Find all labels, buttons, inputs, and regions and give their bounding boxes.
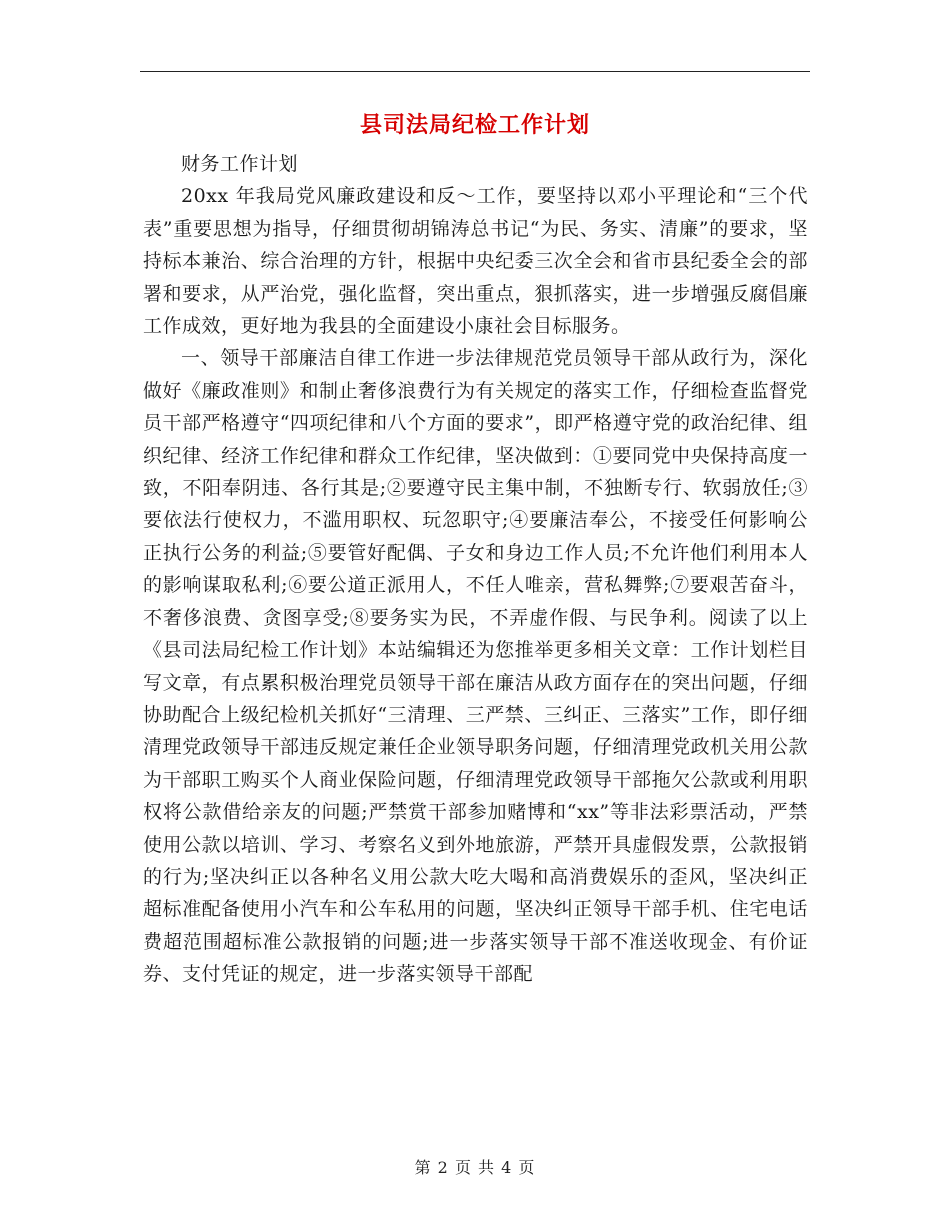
paragraph-intro: 20xx 年我局党风廉政建设和反～工作，要坚持以邓小平理论和“三个代表”重要思想为指导，仔细贯彻胡锦涛总书记“为民、务实、清廉”的要求，坚持标本兼治、综合治理的方针，根据中央纪委三次全会和省市县纪委全会的部署和要求，从严治党，强化监督，突出重点，狠抓落实，进一步增强反腐倡廉工作成效，更好地为我县的全面建设小康社会目标服务。 [143,185,808,338]
page-number-footer: 第 2 页 共 4 页 [414,1158,536,1177]
paragraph-subtitle: 财务工作计划 [181,153,299,175]
document-body [143,148,808,991]
header-rule [140,71,810,72]
paragraph-section-one: 一、领导干部廉洁自律工作进一步法律规范党员领导干部从政行为，深化做好《廉政准则》和制止奢侈浪费行为有关规定的落实工作，仔细检查监督党员干部严格遵守“四项纪律和八个方面的要求”，即严格遵守党的政治纪律、组织纪律、经济工作纪律和群众工作纪律，坚决做到：①要同党中央保持高度一致，不阳奉阴违、各行其是;②要遵守民主集中制，不独断专行、软弱放任;③要依法行使权力，不滥用职权、玩忽职守;④要廉洁奉公，不接受任何影响公正执行公务的利益;⑤要管好配偶、子女和身边工作人员;不允许他们利用本人的影响谋取私利;⑥要公道正派用人，不任人唯亲，营私舞弊;⑦要艰苦奋斗，不奢侈浪费、贪图享受;⑧要务实为民，不弄虚作假、与民争利。阅读了以上《县司法局纪检工作计划》本站编辑还为您推举更多相关文章：工作计划栏目写文章，有点累积极治理党员领导干部在廉洁从政方面存在的突出问题，仔细协助配合上级纪检机关抓好“三清理、三严禁、三纠正、三落实”工作，即仔细清理党政领导干部违反规定兼任企业领导职务问题，仔细清理党政机关用公款为干部职工购买个人商业保险问题，仔细清理党政领导干部拖欠公款或利用职权将公款借给亲友的问题;严禁赏干部参加赌博和“xx”等非法彩票活动，严禁使用公款以培训、学习、考察名义到外地旅游，严禁开具虚假发票，公款报销的行为;坚决纠正以各种名义用公款大吃大喝和高消费娱乐的歪风，坚决纠正超标准配备使用小汽车和公车私用的问题，坚决纠正领导干部手机、住宅电话费超范围超标准公款报销的问题;进一步落实领导干部不准送收现金、有价证券、支付凭证的规定，进一步落实领导干部配 [143,347,808,986]
document-title: 县司法局纪检工作计划 [359,112,590,138]
